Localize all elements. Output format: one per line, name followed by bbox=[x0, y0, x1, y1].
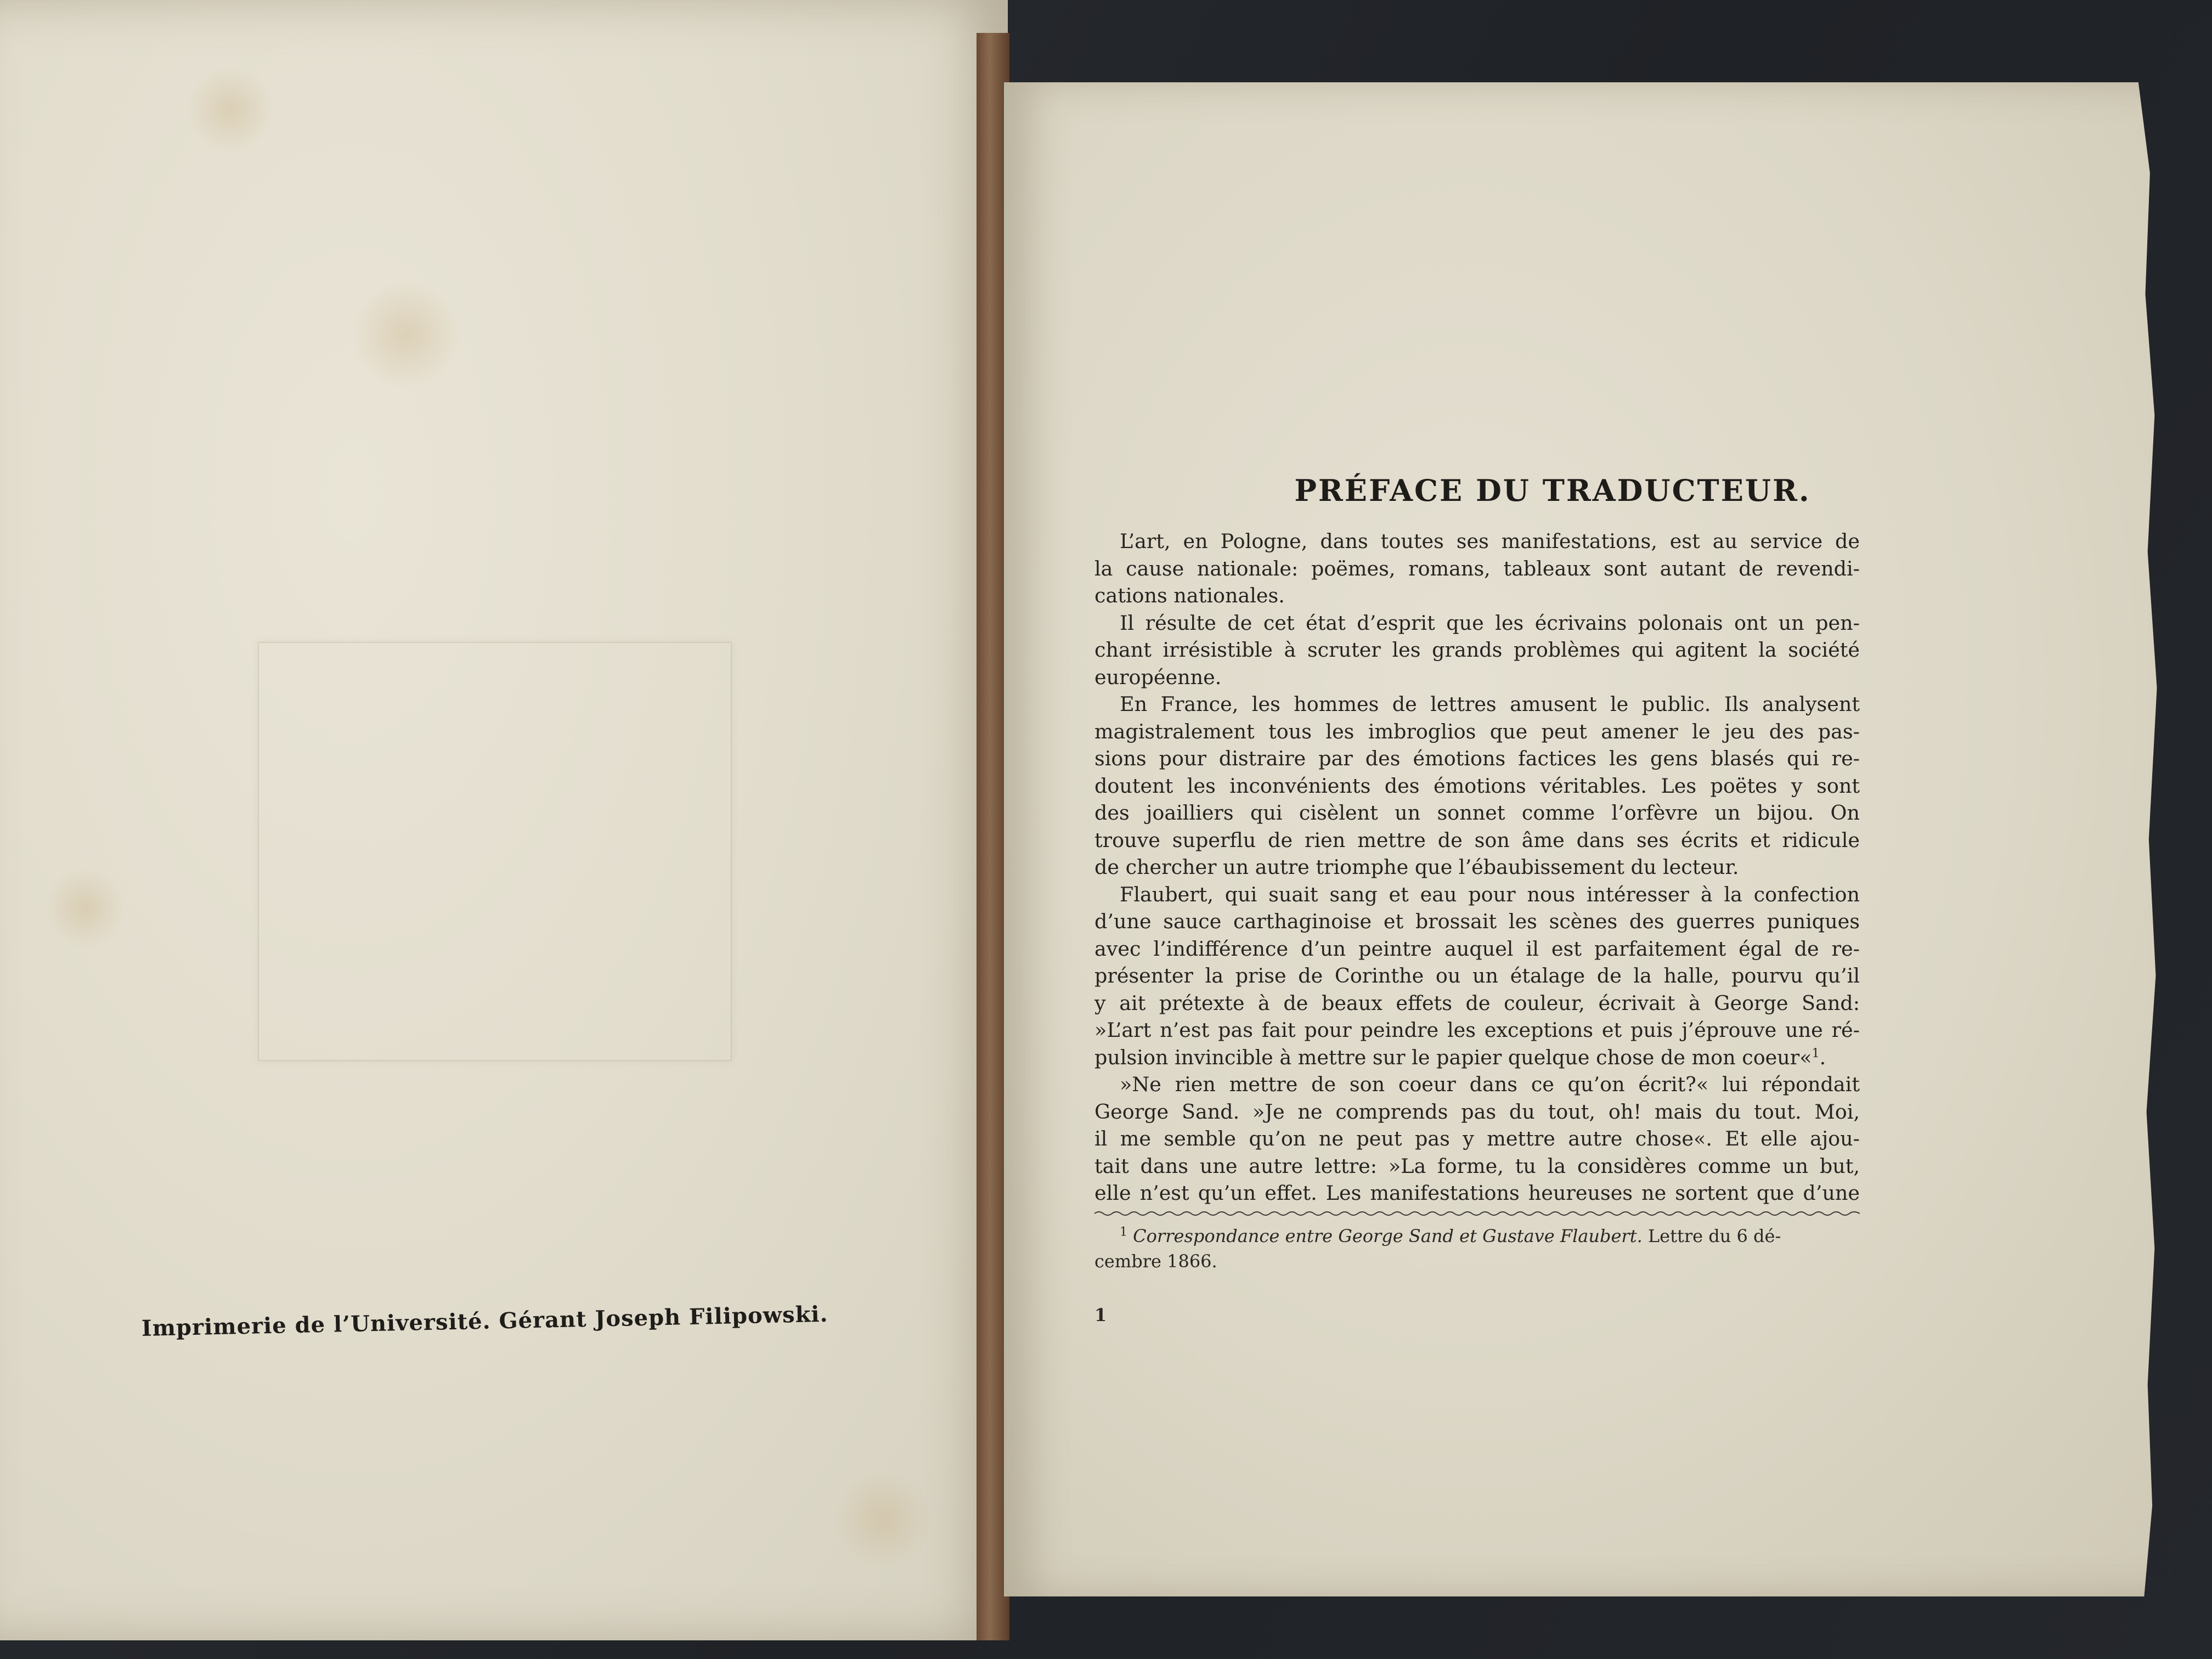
text-line: avec l’indifférence d’un peintre auquel il est parfaitement égal de re- bbox=[1094, 936, 1860, 961]
foxing-stain bbox=[44, 867, 126, 949]
text-line: »L’art n’est pas fait pour peindre les exceptions et puis j’éprouve une ré- bbox=[1094, 1018, 1860, 1042]
text-line: présenter la prise de Corinthe ou un étalage de la halle, pourvu qu’il bbox=[1094, 964, 1860, 988]
foxing-stain bbox=[187, 66, 274, 154]
text-line: Il résulte de cet état d’esprit que les écrivains polonais ont un pen- bbox=[1120, 611, 1860, 635]
text-line: »Ne rien mettre de son coeur dans ce qu’on écrit?« lui répondait bbox=[1120, 1073, 1860, 1096]
text-line: doutent les inconvénients des émotions véritables. Les poëtes y sont bbox=[1094, 774, 1860, 798]
text-line: En France, les hommes de lettres amusent le public. Ils analysent bbox=[1120, 692, 1860, 716]
text-line: la cause nationale: poëmes, romans, tableaux sont autant de revendi- bbox=[1094, 556, 1860, 580]
text-line: il me semble qu’on ne peut pas y mettre autre chose«. Et elle ajou- bbox=[1094, 1127, 1860, 1150]
foxing-stain bbox=[834, 1470, 933, 1569]
footnote-date: Lettre du 6 dé- bbox=[1642, 1226, 1781, 1246]
plate-mark-impression bbox=[258, 642, 732, 1061]
left-page bbox=[0, 0, 1008, 1640]
foxing-stain bbox=[351, 280, 461, 390]
text-line: chant irrésistible à scruter les grands problèmes qui agitent la société bbox=[1094, 638, 1860, 662]
text-line: trouve superflu de rien mettre de son âme dans ses écrits et ridicule bbox=[1094, 828, 1860, 852]
text-line: tait dans une autre lettre: »La forme, tu la considères comme un but, bbox=[1094, 1154, 1860, 1178]
footnote-number: 1 bbox=[1120, 1225, 1127, 1239]
text-line: magistralement tous les imbroglios que peut amener le jeu des pas- bbox=[1094, 719, 1860, 743]
text-line: cations nationales. bbox=[1094, 584, 1285, 607]
footnote-title: Correspondance entre George Sand et Gustave Flaubert. bbox=[1133, 1226, 1643, 1246]
text-line: d’une sauce carthaginoise et brossait les scènes des guerres puniques bbox=[1094, 910, 1860, 933]
page-title: PRÉFACE DU TRADUCTEUR. bbox=[1294, 473, 1811, 508]
preface-body bbox=[1094, 528, 1860, 1207]
text-line: y ait prétexte à de beaux effets de couleur, écrivait à George Sand: bbox=[1094, 991, 1860, 1015]
printer-imprint: Imprimerie de l’Université. Gérant Joseph Filipowski. bbox=[141, 1301, 828, 1341]
text-line: de chercher un autre triomphe que l’ébaubissement du lecteur. bbox=[1094, 855, 1739, 879]
text-line: des joailliers qui cisèlent un sonnet comme l’orfèvre un bijou. On bbox=[1094, 801, 1860, 825]
text-line: L’art, en Pologne, dans toutes ses manifestations, est au service de bbox=[1120, 529, 1860, 553]
footnote-line bbox=[1094, 1223, 1860, 1249]
text-line: Flaubert, qui suait sang et eau pour nous intéresser à la confection bbox=[1120, 882, 1860, 906]
footnote-line: cembre 1866. bbox=[1094, 1251, 1217, 1272]
signature-mark: 1 bbox=[1094, 1305, 1107, 1325]
text-line: elle n’est qu’un effet. Les manifestations heureuses ne sortent que d’une bbox=[1094, 1181, 1860, 1205]
footnote-reference: 1 bbox=[1812, 1046, 1820, 1060]
text-line-with-footnote: pulsion invincible à mettre sur le papier quelque chose de mon coeur«$^1$. bbox=[1094, 1045, 1826, 1069]
text-line: européenne. bbox=[1094, 665, 1222, 689]
text-line-content: pulsion invincible à mettre sur le papier quelque chose de mon coeur« bbox=[1094, 1045, 1812, 1069]
footnote bbox=[1094, 1223, 1860, 1274]
footnote-rule bbox=[1094, 1210, 1860, 1217]
text-line: George Sand. »Je ne comprends pas du tout, oh! mais du tout. Moi, bbox=[1094, 1099, 1860, 1124]
text-line: sions pour distraire par des émotions factices les gens blasés qui re- bbox=[1094, 747, 1860, 770]
